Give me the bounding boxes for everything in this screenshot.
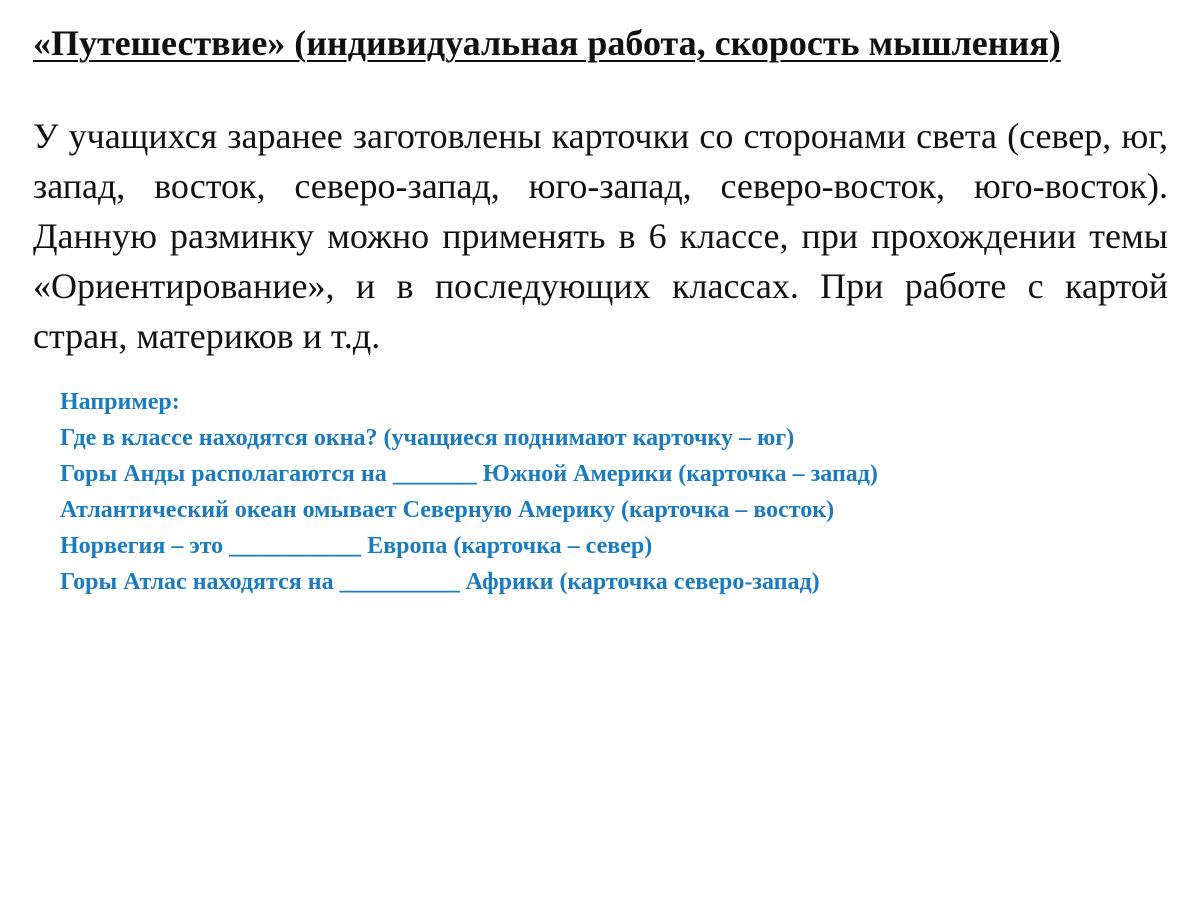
examples-block <box>60 384 1160 600</box>
example-line-windows: Где в классе находятся окна? (учащиеся поднимают карточку – юг) <box>60 425 795 451</box>
example-line-norway: Норвегия – это ___________ Европа (карточка – север) <box>60 533 653 559</box>
description-text: У учащихся заранее заготовлены карточки со сторонами света (север, юг, запад, восток, северо-запад, юго-запад, северо-восток, юго-восток). Данную разминку можно применять в 6 классе, при прохождении темы «Ориентирование», и в последующих классах. При работе с картой стран, материков и т.д. <box>33 116 1168 356</box>
example-line-atlas: Горы Атлас находятся на __________ Африки (карточка северо-запад) <box>60 569 820 595</box>
example-line-andes: Горы Анды располагаются на _______ Южной Америки (карточка – запад) <box>60 461 878 487</box>
examples-title: Например: <box>60 389 180 415</box>
slide-heading: «Путешествие» (индивидуальная работа, скорость мышления) <box>33 23 1061 63</box>
example-line-atlantic: Атлантический океан омывает Северную Америку (карточка – восток) <box>60 497 835 523</box>
